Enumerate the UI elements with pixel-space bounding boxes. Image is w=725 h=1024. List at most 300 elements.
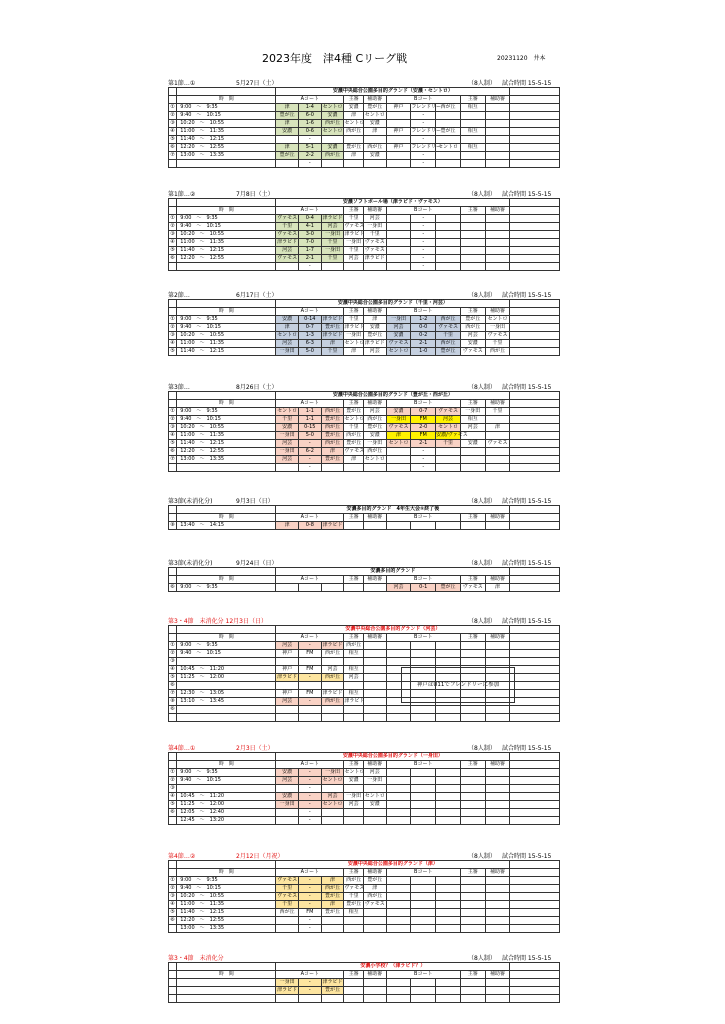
court-a-referee: 津 xyxy=(344,112,364,120)
table-row xyxy=(169,925,560,933)
court-b-assistant xyxy=(485,690,510,698)
court-a-referee: 相互 xyxy=(344,666,364,674)
court-a-away: 豊が丘 xyxy=(321,987,344,995)
col-head-ref-a: 主審 xyxy=(344,207,364,215)
court-a-referee: 豊が丘 xyxy=(344,440,364,448)
court-b-home xyxy=(386,650,411,658)
court-a-referee xyxy=(344,682,364,690)
table-row xyxy=(169,440,560,448)
row-spacer xyxy=(510,112,560,120)
schedule-table xyxy=(168,505,560,530)
court-b-away: ヴァモス xyxy=(436,324,461,332)
row-spacer xyxy=(510,160,560,168)
court-b-score: - xyxy=(411,120,436,128)
section-label: 第1節…② xyxy=(168,191,196,198)
court-a-home: 千里 xyxy=(276,885,299,893)
court-a-assistant: 一身田 xyxy=(363,223,386,231)
court-b-away xyxy=(436,877,461,885)
court-a-referee: 一身田 xyxy=(344,332,364,340)
match-time: 9:00 ～ 9:35 xyxy=(177,104,276,112)
col-head-asst-b: 補助審 xyxy=(485,514,510,522)
court-a-referee: ヴァモス xyxy=(344,885,365,891)
court-a-assistant xyxy=(363,995,386,1003)
court-a-home: 千里 xyxy=(276,901,299,909)
court-b-assistant xyxy=(485,925,510,933)
court-b-assistant xyxy=(485,136,510,144)
col-head-ref-b: 主審 xyxy=(460,400,485,408)
court-a-referee: 千里 xyxy=(344,424,364,432)
section-label: 第4節…② xyxy=(168,853,196,860)
court-a-away xyxy=(321,160,344,168)
court-b-referee xyxy=(460,901,485,909)
court-a-assistant: 安濃 xyxy=(363,801,386,809)
court-a-score: 6-3 xyxy=(298,340,321,348)
match-time: 10:20 ～ 10:55 xyxy=(177,120,276,128)
court-a-assistant: 西が丘 xyxy=(363,144,386,152)
court-b-referee: 相互 xyxy=(460,144,485,152)
col-head-no xyxy=(169,971,177,979)
schedule-table xyxy=(168,567,560,592)
court-b-away xyxy=(436,714,461,722)
court-a-referee xyxy=(344,584,364,592)
table-row xyxy=(169,255,560,263)
kobe-note: 神戸はU11でフレンドリーに参加 xyxy=(401,667,515,703)
match-number: ⑧ xyxy=(170,522,175,528)
match-number: ④ xyxy=(170,666,175,672)
court-a-score: 1-6 xyxy=(298,120,321,128)
court-a-home: 河芸 xyxy=(276,456,299,464)
row-spacer xyxy=(510,152,560,160)
table-row xyxy=(169,698,560,706)
court-a-assistant: 豊が丘 xyxy=(363,424,386,432)
match-number: ③ xyxy=(170,424,175,430)
row-spacer xyxy=(510,120,560,128)
court-b-away xyxy=(436,255,461,263)
court-a-referee xyxy=(344,809,364,817)
col-head-spacer xyxy=(510,576,560,584)
court-b-home: 安濃 xyxy=(386,332,411,340)
venue-name: 安濃中央総合公園多目的グランド（一身田） xyxy=(276,753,510,761)
court-a-score xyxy=(298,584,321,592)
court-b-away xyxy=(436,136,461,144)
court-a-score: - xyxy=(298,674,321,682)
match-time: 12:20 ～ 12:55 xyxy=(177,255,276,263)
row-spacer xyxy=(510,231,560,239)
court-a-referee: 豊が丘 xyxy=(344,144,364,152)
match-number: ⑥ xyxy=(170,144,175,150)
venue-spacer xyxy=(169,963,177,971)
court-b-referee xyxy=(460,223,485,231)
court-b-away xyxy=(436,785,461,793)
venue-spacer xyxy=(510,626,560,634)
court-a-score: 3-0 xyxy=(298,231,321,239)
court-b-away xyxy=(436,793,461,801)
col-head-ref-b: 主審 xyxy=(460,96,485,104)
court-a-away: 安濃 xyxy=(321,144,344,152)
court-a-assistant: セントロ xyxy=(364,456,385,462)
court-a-home: 河芸 xyxy=(276,440,299,448)
schedule-table xyxy=(168,625,560,722)
court-b-score xyxy=(411,785,436,793)
court-b-home xyxy=(386,877,411,885)
court-a-home xyxy=(276,785,299,793)
court-a-home: 神戸 xyxy=(276,690,299,698)
court-a-score: - xyxy=(298,777,321,785)
court-a-score: - xyxy=(298,877,321,885)
court-a-away: 西が丘 xyxy=(321,698,344,706)
court-b-score xyxy=(411,979,436,987)
court-b-away xyxy=(436,682,461,690)
court-b-score: - xyxy=(411,152,436,160)
court-a-home xyxy=(276,263,299,271)
row-spacer xyxy=(510,809,560,817)
row-spacer xyxy=(510,909,560,917)
court-a-assistant: 安濃 xyxy=(363,432,386,440)
match-number: ② xyxy=(170,885,175,891)
venue-spacer xyxy=(510,88,560,96)
court-a-away: 河芸 xyxy=(321,223,344,231)
court-b-score xyxy=(411,642,436,650)
match-time: 10:45 ～ 11:20 xyxy=(177,666,276,674)
court-b-referee xyxy=(460,136,485,144)
court-a-referee: 一身田 xyxy=(344,239,364,247)
court-a-assistant: セントロ xyxy=(364,112,385,118)
court-b-away xyxy=(436,995,461,1003)
section-date: 6月17日（土） xyxy=(236,292,278,299)
court-a-referee xyxy=(344,917,364,925)
court-b-assistant xyxy=(485,432,510,440)
col-head-ref-a: 主審 xyxy=(344,869,364,877)
match-number: ④ xyxy=(170,239,175,245)
match-time: 10:45 ～ 11:20 xyxy=(177,793,276,801)
court-a-assistant: 安濃 xyxy=(363,324,386,332)
match-number: ⑤ xyxy=(170,674,175,680)
court-b-away: 西が丘 xyxy=(436,104,461,112)
court-a-away: 西が丘 xyxy=(321,885,344,893)
venue-spacer xyxy=(177,199,276,207)
court-b-home xyxy=(386,223,411,231)
court-a-home xyxy=(276,817,299,825)
table-row xyxy=(169,324,560,332)
court-b-score xyxy=(411,714,436,722)
court-a-away xyxy=(321,809,344,817)
match-time: 11:00 ～ 11:35 xyxy=(177,901,276,909)
venue-spacer xyxy=(177,568,276,576)
table-row xyxy=(169,674,560,682)
match-number: ② xyxy=(170,650,175,656)
row-spacer xyxy=(510,987,560,995)
court-b-score xyxy=(411,793,436,801)
table-row xyxy=(169,666,560,674)
court-a-assistant: 津 xyxy=(363,128,386,136)
court-b-score: フレンドリー xyxy=(411,128,442,134)
row-spacer xyxy=(510,901,560,909)
court-b-referee xyxy=(460,448,485,456)
match-number: ⑥ xyxy=(170,682,175,688)
col-head-asst-b: 補助審 xyxy=(485,971,510,979)
table-row xyxy=(169,223,560,231)
court-b-score xyxy=(411,698,436,706)
court-a-home: セントロ xyxy=(277,332,298,338)
schedule-table xyxy=(168,391,560,472)
table-row xyxy=(169,584,560,592)
match-time: 9:00 ～ 9:35 xyxy=(177,316,276,324)
court-a-home: 津 xyxy=(276,522,299,530)
row-spacer xyxy=(510,769,560,777)
court-a-assistant: 千里 xyxy=(363,231,386,239)
court-a-assistant: 津ラピド xyxy=(364,255,385,261)
court-b-score: 0-2 xyxy=(411,332,436,340)
court-a-away xyxy=(321,995,344,1003)
court-b-away: 西が丘 xyxy=(436,340,461,348)
court-b-score: FM xyxy=(411,416,436,424)
col-head-court-a: Aコート xyxy=(276,514,344,522)
court-a-score: 7-0 xyxy=(298,239,321,247)
venue-spacer xyxy=(510,392,560,400)
court-b-referee xyxy=(460,979,485,987)
col-head-ref-a: 主審 xyxy=(344,971,364,979)
match-number: ⑥ xyxy=(170,584,175,590)
venue-spacer xyxy=(169,506,177,514)
court-b-away xyxy=(436,223,461,231)
court-a-home: ヴァモス xyxy=(277,215,298,221)
table-row xyxy=(169,448,560,456)
table-row xyxy=(169,682,560,690)
row-spacer xyxy=(510,893,560,901)
court-b-referee xyxy=(460,247,485,255)
court-a-assistant xyxy=(363,263,386,271)
section-label: 第3・4節 未消化分 12月3日（日） xyxy=(168,618,267,625)
court-b-assistant xyxy=(485,658,510,666)
col-head-ref-b: 主審 xyxy=(460,634,485,642)
court-a-away: 津 xyxy=(321,901,344,909)
court-b-home xyxy=(386,642,411,650)
court-b-away xyxy=(436,456,461,464)
row-spacer xyxy=(510,666,560,674)
court-b-score xyxy=(411,666,436,674)
court-b-score xyxy=(411,901,436,909)
court-a-away: 河芸 xyxy=(321,793,344,801)
court-b-referee xyxy=(460,231,485,239)
table-row xyxy=(169,901,560,909)
court-b-away xyxy=(436,690,461,698)
court-a-score: - xyxy=(298,817,321,825)
court-b-referee xyxy=(460,658,485,666)
court-b-home xyxy=(386,769,411,777)
col-head-spacer xyxy=(510,971,560,979)
court-b-assistant: 千里 xyxy=(485,408,510,416)
court-b-away: セントロ xyxy=(436,144,461,152)
court-b-assistant xyxy=(485,909,510,917)
court-b-home xyxy=(386,112,411,120)
court-b-away: セントロ xyxy=(436,424,461,432)
court-b-home xyxy=(386,239,411,247)
court-b-referee xyxy=(460,666,485,674)
table-row xyxy=(169,424,560,432)
court-a-home: ヴァモス xyxy=(277,877,298,883)
court-b-referee xyxy=(460,674,485,682)
match-number: ③ xyxy=(170,332,175,338)
col-head-asst-a: 補助審 xyxy=(363,634,386,642)
court-a-assistant: 一身田 xyxy=(363,777,386,785)
court-b-away: 安濃/ヴァモス xyxy=(436,432,468,438)
court-a-assistant xyxy=(363,650,386,658)
court-b-assistant xyxy=(485,642,510,650)
court-b-score: - xyxy=(411,215,436,223)
court-b-assistant xyxy=(485,877,510,885)
match-number: ⑤ xyxy=(170,440,175,446)
court-b-home xyxy=(386,255,411,263)
court-a-referee: 千里 xyxy=(344,215,364,223)
section-time: 試合時間 15-5-15 xyxy=(502,560,552,567)
court-a-referee: 西が丘 xyxy=(344,432,364,440)
court-a-score: - xyxy=(298,698,321,706)
court-a-score: 0-14 xyxy=(298,316,321,324)
court-b-score: 0-0 xyxy=(411,324,436,332)
row-spacer xyxy=(510,408,560,416)
court-a-referee: 豊が丘 xyxy=(344,408,364,416)
table-row xyxy=(169,144,560,152)
schedule-table xyxy=(168,860,560,933)
match-time: 13:00 ～ 13:35 xyxy=(177,925,276,933)
court-b-assistant xyxy=(485,777,510,785)
row-spacer xyxy=(510,642,560,650)
col-head-time: 時 間 xyxy=(177,761,276,769)
court-a-home: 安濃 xyxy=(276,316,299,324)
court-b-home xyxy=(386,215,411,223)
court-b-home: 神戸 xyxy=(386,144,411,152)
venue-spacer xyxy=(510,753,560,761)
court-a-away: セントロ xyxy=(322,104,343,110)
court-a-away: 豊が丘 xyxy=(321,416,344,424)
section-time: 試合時間 15-5-15 xyxy=(502,618,552,625)
col-head-ref-a: 主審 xyxy=(344,400,364,408)
col-head-spacer xyxy=(510,400,560,408)
court-a-assistant xyxy=(363,979,386,987)
court-a-away: 豊が丘 xyxy=(321,893,344,901)
table-row xyxy=(169,432,560,440)
court-b-referee xyxy=(460,877,485,885)
court-a-away: 西が丘 xyxy=(321,674,344,682)
col-head-no xyxy=(169,96,177,104)
section-format: （8人制） xyxy=(468,618,496,625)
court-a-score: FM xyxy=(298,650,321,658)
col-head-court-b: Bコート xyxy=(386,514,460,522)
col-head-court-b: Bコート xyxy=(386,761,460,769)
venue-spacer xyxy=(169,753,177,761)
venue-spacer xyxy=(169,88,177,96)
court-a-score: - xyxy=(298,885,321,893)
section-time: 試合時間 15-5-15 xyxy=(502,292,552,299)
court-b-score xyxy=(411,885,436,893)
court-a-away: 千里 xyxy=(321,255,344,263)
table-row xyxy=(169,785,560,793)
court-a-score xyxy=(298,706,321,714)
court-b-home: 津 xyxy=(386,432,411,440)
court-a-score xyxy=(298,714,321,722)
match-number: ⑥ xyxy=(170,917,175,923)
col-head-asst-b: 補助審 xyxy=(485,869,510,877)
court-b-referee xyxy=(460,682,485,690)
row-spacer xyxy=(510,885,560,893)
court-a-score: 6-0 xyxy=(298,112,321,120)
court-b-away: 西が丘 xyxy=(436,316,461,324)
court-a-referee: 西が丘 xyxy=(344,128,364,136)
table-row xyxy=(169,690,560,698)
court-a-home: ヴァモス xyxy=(277,893,298,899)
court-a-referee: 千里 xyxy=(344,316,364,324)
col-head-court-b: Bコート xyxy=(386,576,460,584)
court-a-assistant xyxy=(363,522,386,530)
match-number: ⑥ xyxy=(170,448,175,454)
court-a-home: 千里 xyxy=(276,223,299,231)
court-a-assistant: ヴァモス xyxy=(364,239,385,245)
col-head-asst-a: 補助審 xyxy=(363,207,386,215)
court-a-referee: セントロ xyxy=(344,416,365,422)
court-b-assistant: ヴァモス xyxy=(485,440,510,448)
court-b-assistant xyxy=(485,650,510,658)
col-head-asst-b: 補助審 xyxy=(485,207,510,215)
col-head-court-a: Aコート xyxy=(276,400,344,408)
court-b-assistant xyxy=(485,160,510,168)
court-a-away xyxy=(321,584,344,592)
court-a-assistant xyxy=(363,674,386,682)
match-time: 9:40 ～ 10:15 xyxy=(177,223,276,231)
court-b-away xyxy=(436,817,461,825)
venue-spacer xyxy=(510,199,560,207)
court-b-home xyxy=(386,120,411,128)
section-date: 8月26日（土） xyxy=(236,384,278,391)
row-spacer xyxy=(510,464,560,472)
row-spacer xyxy=(510,215,560,223)
court-a-score: 2-1 xyxy=(298,255,321,263)
court-b-score: フレンドリー xyxy=(411,104,442,110)
court-b-assistant xyxy=(485,666,510,674)
row-spacer xyxy=(510,448,560,456)
court-b-referee: 河芸 xyxy=(460,424,485,432)
row-spacer xyxy=(510,316,560,324)
table-row xyxy=(169,987,560,995)
venue-spacer xyxy=(169,392,177,400)
court-b-home xyxy=(386,714,411,722)
court-b-home xyxy=(386,987,411,995)
match-number: ⑧ xyxy=(170,698,175,704)
court-a-referee xyxy=(344,987,364,995)
court-a-score: 1-7 xyxy=(298,247,321,255)
court-b-assistant xyxy=(485,885,510,893)
court-a-assistant xyxy=(363,714,386,722)
match-time: 13:10 ～ 13:45 xyxy=(177,698,276,706)
court-b-home xyxy=(386,909,411,917)
court-a-away xyxy=(321,706,344,714)
table-row xyxy=(169,809,560,817)
court-a-home: 神戸 xyxy=(276,650,299,658)
court-a-away: 西が丘 xyxy=(321,152,344,160)
court-b-score: - xyxy=(411,136,436,144)
col-head-time: 時 間 xyxy=(177,634,276,642)
court-a-away: 西が丘 xyxy=(321,440,344,448)
row-spacer xyxy=(510,456,560,464)
court-a-home: 豊が丘 xyxy=(276,152,299,160)
match-number: ③ xyxy=(170,893,175,899)
court-b-away: 河芸 xyxy=(436,416,461,424)
court-a-referee xyxy=(344,136,364,144)
match-number: ① xyxy=(170,104,175,110)
court-b-score xyxy=(411,682,436,690)
match-number xyxy=(169,714,177,722)
col-head-ref-a: 主審 xyxy=(344,634,364,642)
venue-name: 安濃中央総合公園多目的グランド（豊が丘・西が丘） xyxy=(276,392,510,400)
